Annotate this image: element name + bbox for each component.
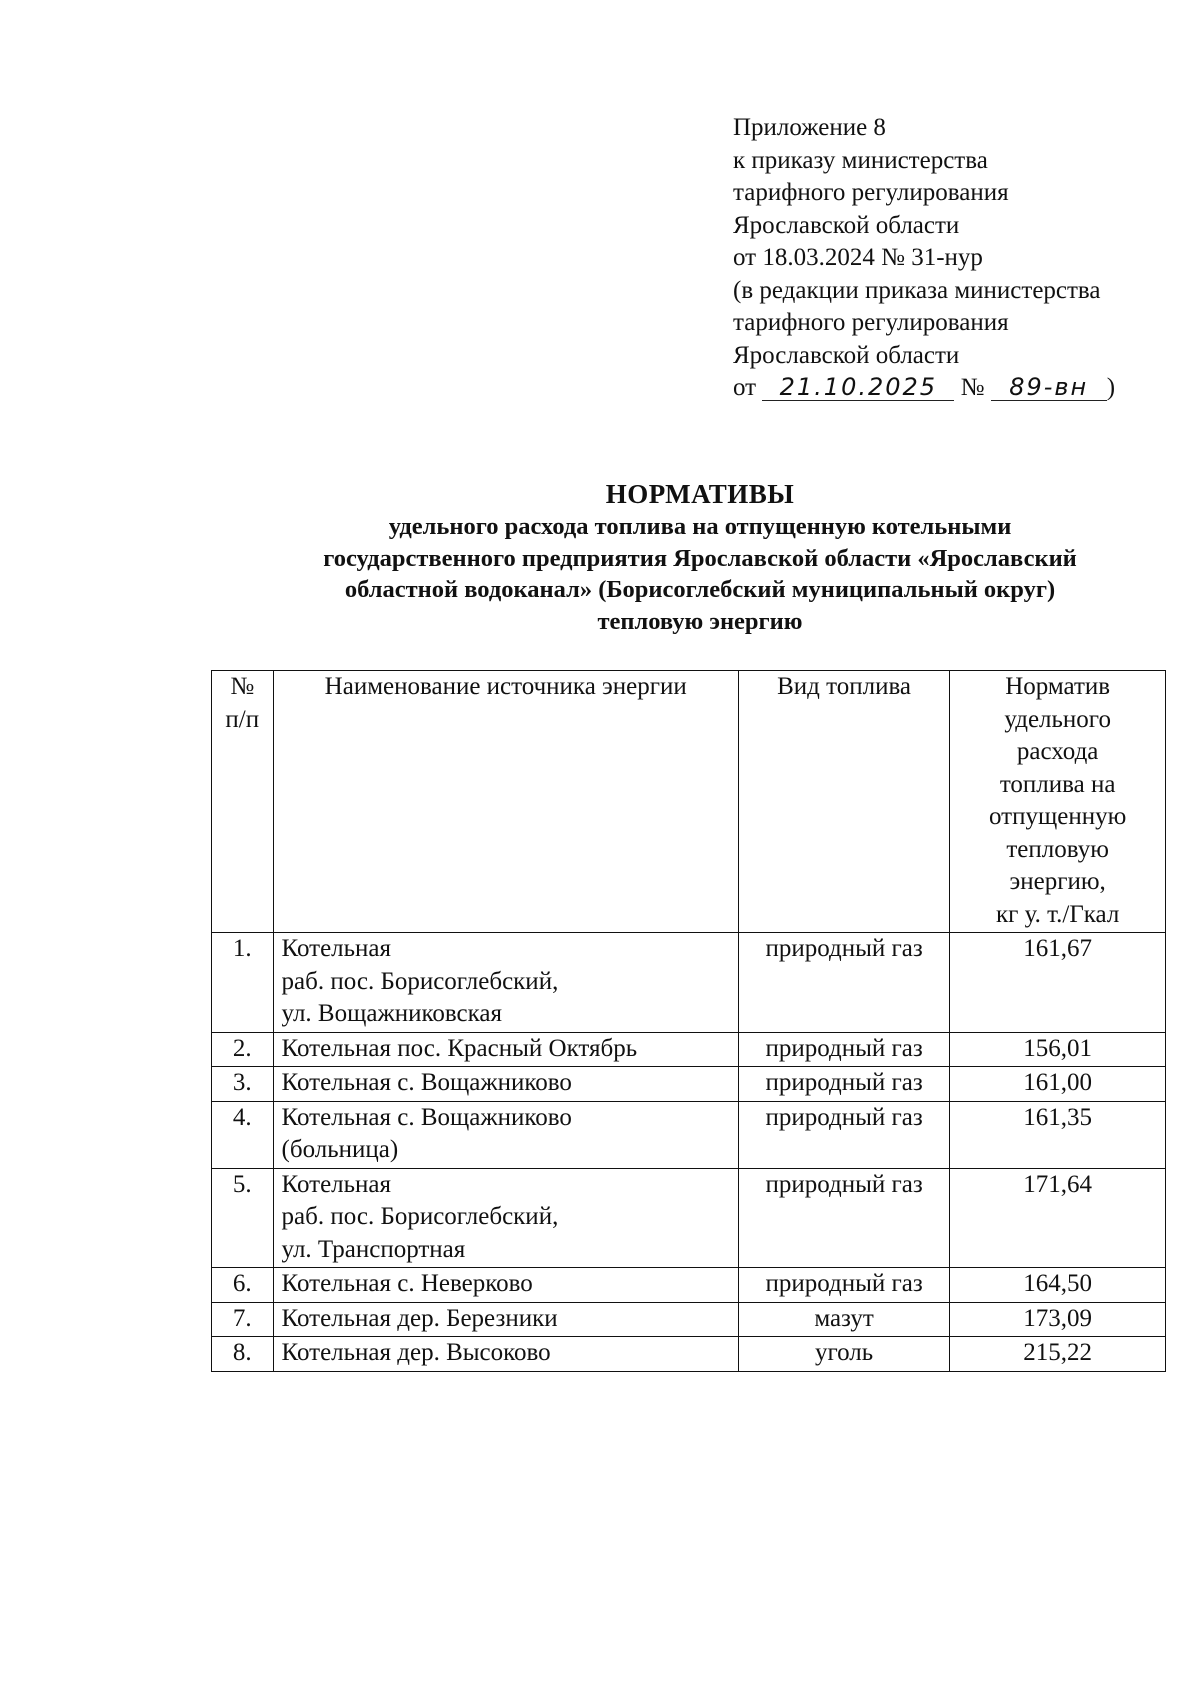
header-value-line: расхода	[1016, 738, 1099, 765]
row-name	[273, 1032, 738, 1067]
row-fuel: природный газ	[738, 933, 949, 1033]
row-value: 164,50	[950, 1268, 1166, 1303]
header-value-line: Норматив	[1005, 673, 1111, 700]
row-num: 3.	[212, 1067, 274, 1102]
appendix-line: Приложение 8	[733, 114, 886, 141]
title-sub-line: областной водоканал» (Борисоглебский муниципальный округ)	[344, 576, 1056, 603]
row-name-line: Котельная с. Неверково	[281, 1270, 533, 1297]
title-sub-line: удельного расхода топлива на отпущенную котельными	[388, 513, 1012, 540]
header-fuel: Вид топлива	[738, 671, 949, 933]
row-num: 2.	[212, 1032, 274, 1067]
row-value: 171,64	[950, 1168, 1166, 1268]
row-num: 6.	[212, 1268, 274, 1303]
row-value: 173,09	[950, 1302, 1166, 1337]
row-name	[273, 1302, 738, 1337]
row-num: 7.	[212, 1302, 274, 1337]
amendment-line	[733, 372, 1115, 405]
row-name-line: раб. пос. Борисоглебский,	[281, 1203, 559, 1230]
table-row	[212, 1067, 1166, 1102]
row-name-line: Котельная с. Вощажниково	[281, 1069, 572, 1096]
row-value: 161,00	[950, 1067, 1166, 1102]
table-row	[212, 1268, 1166, 1303]
table-row	[212, 1337, 1166, 1372]
handwritten-date: 21.10.2025	[762, 374, 954, 401]
row-value: 156,01	[950, 1032, 1166, 1067]
header-value-line: кг у. т./Гкал	[995, 900, 1120, 928]
row-name	[273, 1168, 738, 1268]
header-value-line: отпущенную	[989, 803, 1127, 830]
closing-paren: )	[1106, 374, 1116, 401]
row-fuel: природный газ	[738, 1032, 949, 1067]
row-value: 215,22	[950, 1337, 1166, 1372]
row-name-line: Котельная	[281, 1170, 392, 1198]
appendix-line: (в редакции приказа министерства	[733, 276, 1101, 304]
amendment-prefix: от	[733, 374, 757, 401]
header-value	[950, 671, 1166, 933]
table-row	[212, 933, 1166, 1033]
appendix-block	[733, 112, 1115, 405]
number-sign: №	[960, 374, 985, 401]
row-name	[273, 1268, 738, 1303]
row-value: 161,35	[950, 1101, 1166, 1168]
header-value-line: топлива на	[999, 770, 1116, 798]
row-fuel: уголь	[738, 1337, 949, 1372]
appendix-line: к приказу министерства	[733, 146, 988, 174]
table-row	[212, 1302, 1166, 1337]
row-name-line: Котельная с. Вощажниково	[281, 1103, 572, 1131]
row-name-line: ул. Транспортная	[281, 1235, 466, 1263]
norms-table	[211, 670, 1166, 1372]
row-num: 8.	[212, 1337, 274, 1372]
row-num: 4.	[212, 1101, 274, 1168]
header-value-line: энергию,	[1009, 868, 1106, 895]
appendix-line: от 18.03.2024 № 31-нур	[733, 244, 983, 271]
row-num: 1.	[212, 933, 274, 1033]
appendix-line: Ярославской области	[733, 211, 960, 239]
row-name	[273, 1067, 738, 1102]
table-header-row	[212, 671, 1166, 933]
row-name	[273, 1337, 738, 1372]
row-fuel: природный газ	[738, 1067, 949, 1102]
row-name-line: Котельная дер. Высоково	[281, 1339, 551, 1366]
handwritten-number: 89-вн	[991, 374, 1107, 401]
title-main: НОРМАТИВЫ	[605, 479, 795, 509]
header-value-line: удельного	[1004, 705, 1111, 733]
table-row	[212, 1168, 1166, 1268]
row-fuel: природный газ	[738, 1101, 949, 1168]
row-name-line: Котельная пос. Красный Октябрь	[281, 1034, 638, 1062]
row-fuel: природный газ	[738, 1168, 949, 1268]
table-row	[212, 1101, 1166, 1168]
row-name-line: раб. пос. Борисоглебский,	[281, 967, 559, 995]
row-num: 5.	[212, 1168, 274, 1268]
title-sub-line: тепловую энергию	[597, 607, 803, 635]
document-title	[200, 477, 1200, 637]
row-name	[273, 933, 738, 1033]
header-num-line: №	[230, 673, 255, 700]
appendix-line: Ярославской области	[733, 341, 960, 369]
header-num-line: п/п	[225, 705, 260, 733]
row-name-line: (больница)	[281, 1136, 399, 1163]
row-name-line: Котельная	[281, 935, 392, 962]
header-num	[212, 671, 274, 933]
appendix-line: тарифного регулирования	[733, 179, 1009, 206]
row-name-line: Котельная дер. Березники	[281, 1304, 558, 1332]
row-fuel: природный газ	[738, 1268, 949, 1303]
appendix-line: тарифного регулирования	[733, 309, 1009, 336]
row-value: 161,67	[950, 933, 1166, 1033]
row-name-line: ул. Вощажниковская	[281, 1000, 502, 1027]
header-name: Наименование источника энергии	[273, 671, 738, 933]
row-name	[273, 1101, 738, 1168]
table-row	[212, 1032, 1166, 1067]
row-fuel: мазут	[738, 1302, 949, 1337]
title-sub-line: государственного предприятия Ярославской области «Ярославский	[323, 544, 1077, 572]
header-value-line: тепловую	[1006, 835, 1109, 863]
